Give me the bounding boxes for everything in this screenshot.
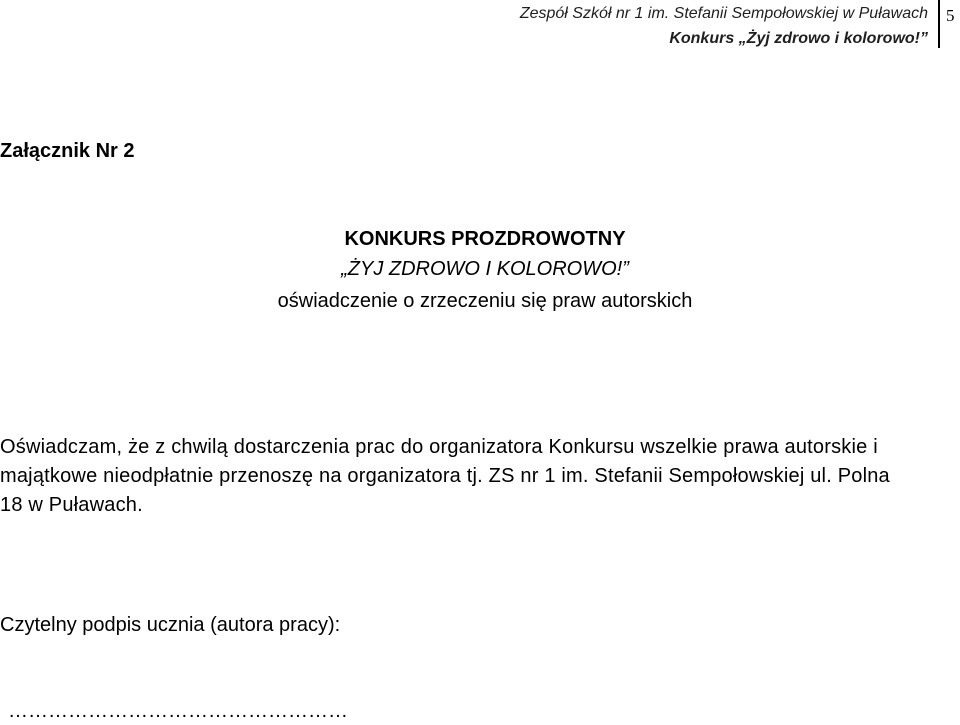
signature-label: Czytelny podpis ucznia (autora pracy): <box>0 614 341 636</box>
declaration-body: Oświadczam, że z chwilą dostarczenia prac do organizatora Konkursu wszelkie prawa autorskie i majątkowe nieodpłatnie przenoszę na organizatora tj. ZS nr 1 im. Stefanii Sempołowskiej ul. Polna 18 w Puławach. <box>0 436 890 516</box>
header-contest-name: Konkurs „Żyj zdrowo i kolorowo!” <box>669 30 928 47</box>
header-school-name: Zespół Szkół nr 1 im. Stefanii Sempołowskiej w Puławach <box>519 5 928 22</box>
signature-line: …………………………………………… <box>8 700 348 722</box>
page-number: 5 <box>946 6 955 25</box>
declaration-title: oświadczenie o zrzeczeniu się praw autorskich <box>277 290 693 312</box>
attachment-title: Załącznik Nr 2 <box>0 140 135 162</box>
contest-slogan: „ŻYJ ZDROWO I KOLOROWO!” <box>341 258 629 280</box>
header-divider <box>938 0 940 48</box>
contest-title: KONKURS PROZDROWOTNY <box>344 228 626 250</box>
